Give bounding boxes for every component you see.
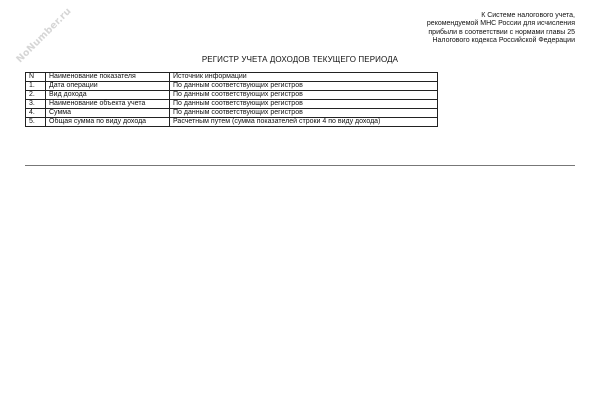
indicator-name-cell: Наименование объекта учета — [46, 100, 170, 109]
header-note-line: прибыли в соответствии с нормами главы 25 — [428, 28, 575, 36]
source-cell: По данным соответствующих регистров — [170, 109, 438, 118]
source-cell: Расчетным путем (сумма показателей строки 4 по виду дохода) — [170, 118, 438, 127]
row-number-cell: 4. — [26, 109, 46, 118]
column-header-indicator: Наименование показателя — [46, 73, 170, 82]
column-header-source: Источник информации — [170, 73, 438, 82]
header-note-line: К Системе налогового учета, — [481, 12, 575, 19]
header-note-line: рекомендуемой МНС России для исчисления — [426, 20, 575, 28]
table-row — [26, 82, 438, 91]
column-header-number: N — [26, 73, 46, 82]
row-number-cell: 5. — [26, 118, 46, 127]
table-row — [26, 118, 438, 127]
indicator-name-cell: Сумма — [46, 109, 170, 118]
document-title: РЕГИСТР УЧЕТА ДОХОДОВ ТЕКУЩЕГО ПЕРИОДА — [201, 55, 399, 64]
row-number-cell: 3. — [26, 100, 46, 109]
row-number-cell: 2. — [26, 91, 46, 100]
table-row — [26, 109, 438, 118]
indicator-name-cell: Дата операции — [46, 82, 170, 91]
table-row — [26, 91, 438, 100]
source-cell: По данным соответствующих регистров — [170, 91, 438, 100]
source-cell: По данным соответствующих регистров — [170, 100, 438, 109]
watermark-logo: NoNumber.ru — [14, 5, 74, 66]
table-header-row — [26, 73, 438, 82]
header-note — [375, 12, 575, 46]
row-number-cell: 1. — [26, 82, 46, 91]
register-table — [25, 72, 438, 127]
table-row — [26, 100, 438, 109]
page-separator-line — [25, 165, 575, 166]
indicator-name-cell: Общая сумма по виду дохода — [46, 118, 170, 127]
indicator-name-cell: Вид дохода — [46, 91, 170, 100]
header-note-line: Налогового кодекса Российской Федерации — [432, 37, 575, 45]
source-cell: По данным соответствующих регистров — [170, 82, 438, 91]
